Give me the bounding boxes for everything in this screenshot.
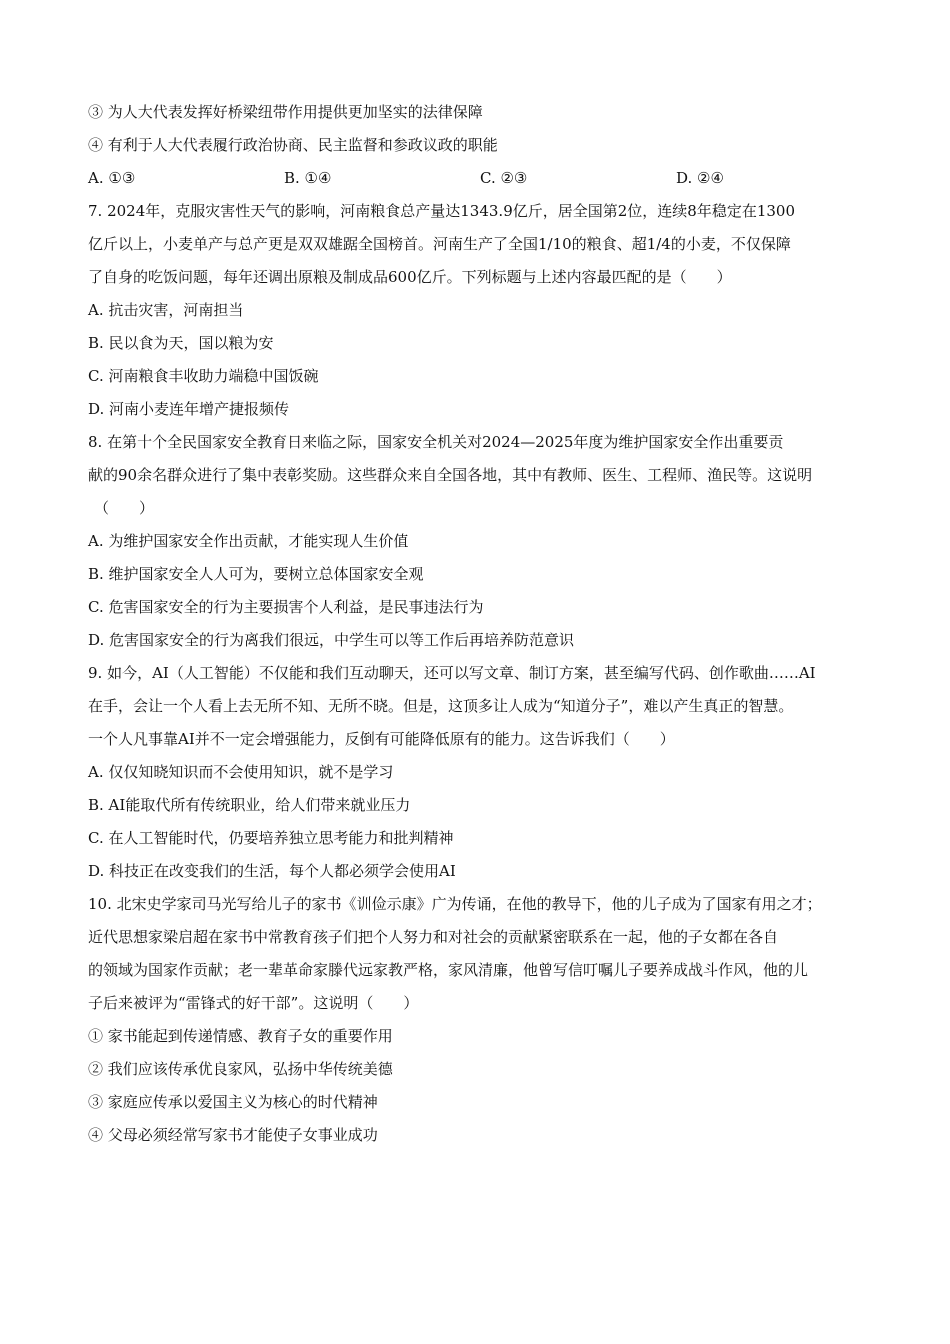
option-d: D. 科技正在改变我们的生活，每个人都必须学会使用AI [88,862,456,880]
answer-options [88,162,888,195]
statement-3: ③ 为人大代表发挥好桥梁纽带作用提供更加坚实的法律保障 [88,103,483,121]
question-text-line: 10. 北宋史学家司马光写给儿子的家书《训俭示康》广为传诵，在他的教导下，他的儿子成为了国家有用之才； [88,895,822,913]
question-7 [88,195,888,426]
statement-1: ① 家书能起到传递情感、教育子女的重要作用 [88,1027,393,1045]
exam-page [88,96,888,1152]
statement-4: ④ 有利于人大代表履行政治协商、民主监督和参政议政的职能 [88,136,498,154]
statement-3: ③ 家庭应传承以爱国主义为核心的时代精神 [88,1093,378,1111]
option-d: D. ②④ [676,169,724,187]
option-a: A. ①③ [88,169,136,187]
question-text-line: 了自身的吃饭问题，每年还调出原粮及制成品600亿斤。下列标题与上述内容最匹配的是（ ） [88,268,732,286]
option-c: C. 危害国家安全的行为主要损害个人利益，是民事违法行为 [88,598,484,616]
option-d: D. 危害国家安全的行为离我们很远，中学生可以等工作后再培养防范意识 [88,631,575,649]
question-text-line: 一个人凡事靠AI并不一定会增强能力，反倒有可能降低原有的能力。这告诉我们（ ） [88,730,675,748]
option-c: C. ②③ [480,169,528,187]
option-a: A. 仅仅知晓知识而不会使用知识，就不是学习 [88,763,394,781]
answer-blank: （ ） [94,499,155,517]
question-text-line: 子后来被评为“雷锋式的好干部”。这说明（ ） [88,994,419,1012]
option-b: B. AI能取代所有传统职业，给人们带来就业压力 [88,796,411,814]
question-text-line: 的领域为国家作贡献；老一辈革命家滕代远家教严格，家风清廉，他曾写信叮嘱儿子要养成战斗作风，他的儿 [88,961,809,979]
question-text-line: 在手，会让一个人看上去无所不知、无所不晓。但是，这顶多让人成为“知道分子”，难以产生真正的智慧。 [88,697,794,715]
question-text-line: 近代思想家梁启超在家书中常教育孩子们把个人努力和对社会的贡献紧密联系在一起，他的子女都在各自 [88,928,779,946]
statement-2: ② 我们应该传承优良家风，弘扬中华传统美德 [88,1060,393,1078]
option-b: B. 民以食为天，国以粮为安 [88,334,274,352]
option-a: A. 为维护国家安全作出贡献，才能实现人生价值 [88,532,409,550]
statement-4: ④ 父母必须经常写家书才能使子女事业成功 [88,1126,378,1144]
question-8 [88,426,888,657]
question-9 [88,657,888,888]
option-a: A. 抗击灾害，河南担当 [88,301,244,319]
question-text-line: 8. 在第十个全民国家安全教育日来临之际，国家安全机关对2024—2025年度为维护国家安全作出重要贡 [88,433,784,451]
option-b: B. 维护国家安全人人可为，要树立总体国家安全观 [88,565,424,583]
question-text-line: 7. 2024年，克服灾害性天气的影响，河南粮食总产量达1343.9亿斤，居全国第2位，连续8年稳定在1300 [88,202,796,220]
option-d: D. 河南小麦连年增产捷报频传 [88,400,290,418]
option-b: B. ①④ [284,169,332,187]
question-10 [88,888,888,1152]
question-text-line: 献的90余名群众进行了集中表彰奖励。这些群众来自全国各地，其中有教师、医生、工程师、渔民等。这说明 [88,466,813,484]
question-text-line: 亿斤以上，小麦单产与总产更是双双雄踞全国榜首。河南生产了全国1/10的粮食、超1/4的小麦，不仅保障 [88,235,791,253]
option-c: C. 在人工智能时代，仍要培养独立思考能力和批判精神 [88,829,454,847]
option-c: C. 河南粮食丰收助力端稳中国饭碗 [88,367,319,385]
question-text-line: 9. 如今，AI（人工智能）不仅能和我们互动聊天，还可以写文章、制订方案，甚至编写代码、创作歌曲……AI [88,664,816,682]
